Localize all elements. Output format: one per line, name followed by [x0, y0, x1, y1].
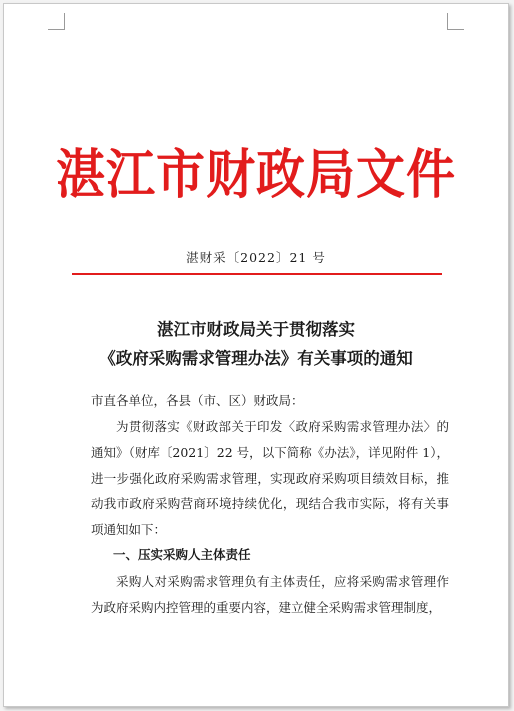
notice-title-line-2: 《政府采购需求管理办法》有关事项的通知: [99, 349, 413, 368]
crop-mark-top-right: [447, 13, 464, 30]
issuer-header: 湛江市财政局文件: [55, 142, 456, 206]
notice-title: [4, 315, 508, 373]
body-paragraph-2: 采购人对采购需求管理负有主体责任，应将采购需求管理作为政府采购内控管理的重要内容，建立健全采购需求管理制度，: [91, 574, 449, 615]
document-number: 湛财采〔2022〕21 号: [186, 250, 326, 265]
document-page: [3, 3, 509, 707]
red-separator-line: [72, 273, 442, 275]
notice-title-line-1: 湛江市财政局关于贯彻落实: [157, 320, 355, 339]
body-paragraph-1: 为贯彻落实《财政部关于印发〈政府采购需求管理办法〉的通知》（财库〔2021〕22 号，以下简称《办法》，详见附件 1），进一步强化政府采购需求管理，实现政府采购项目绩效目标，推动我市政府采购营商环境持续优化，现结合我市实际，将有关事项通知如下：: [91, 419, 449, 538]
section-heading-1: 一、压实采购人主体责任: [113, 547, 251, 562]
crop-mark-top-left: [48, 13, 65, 30]
salutation: 市直各单位，各县（市、区）财政局：: [91, 393, 304, 408]
